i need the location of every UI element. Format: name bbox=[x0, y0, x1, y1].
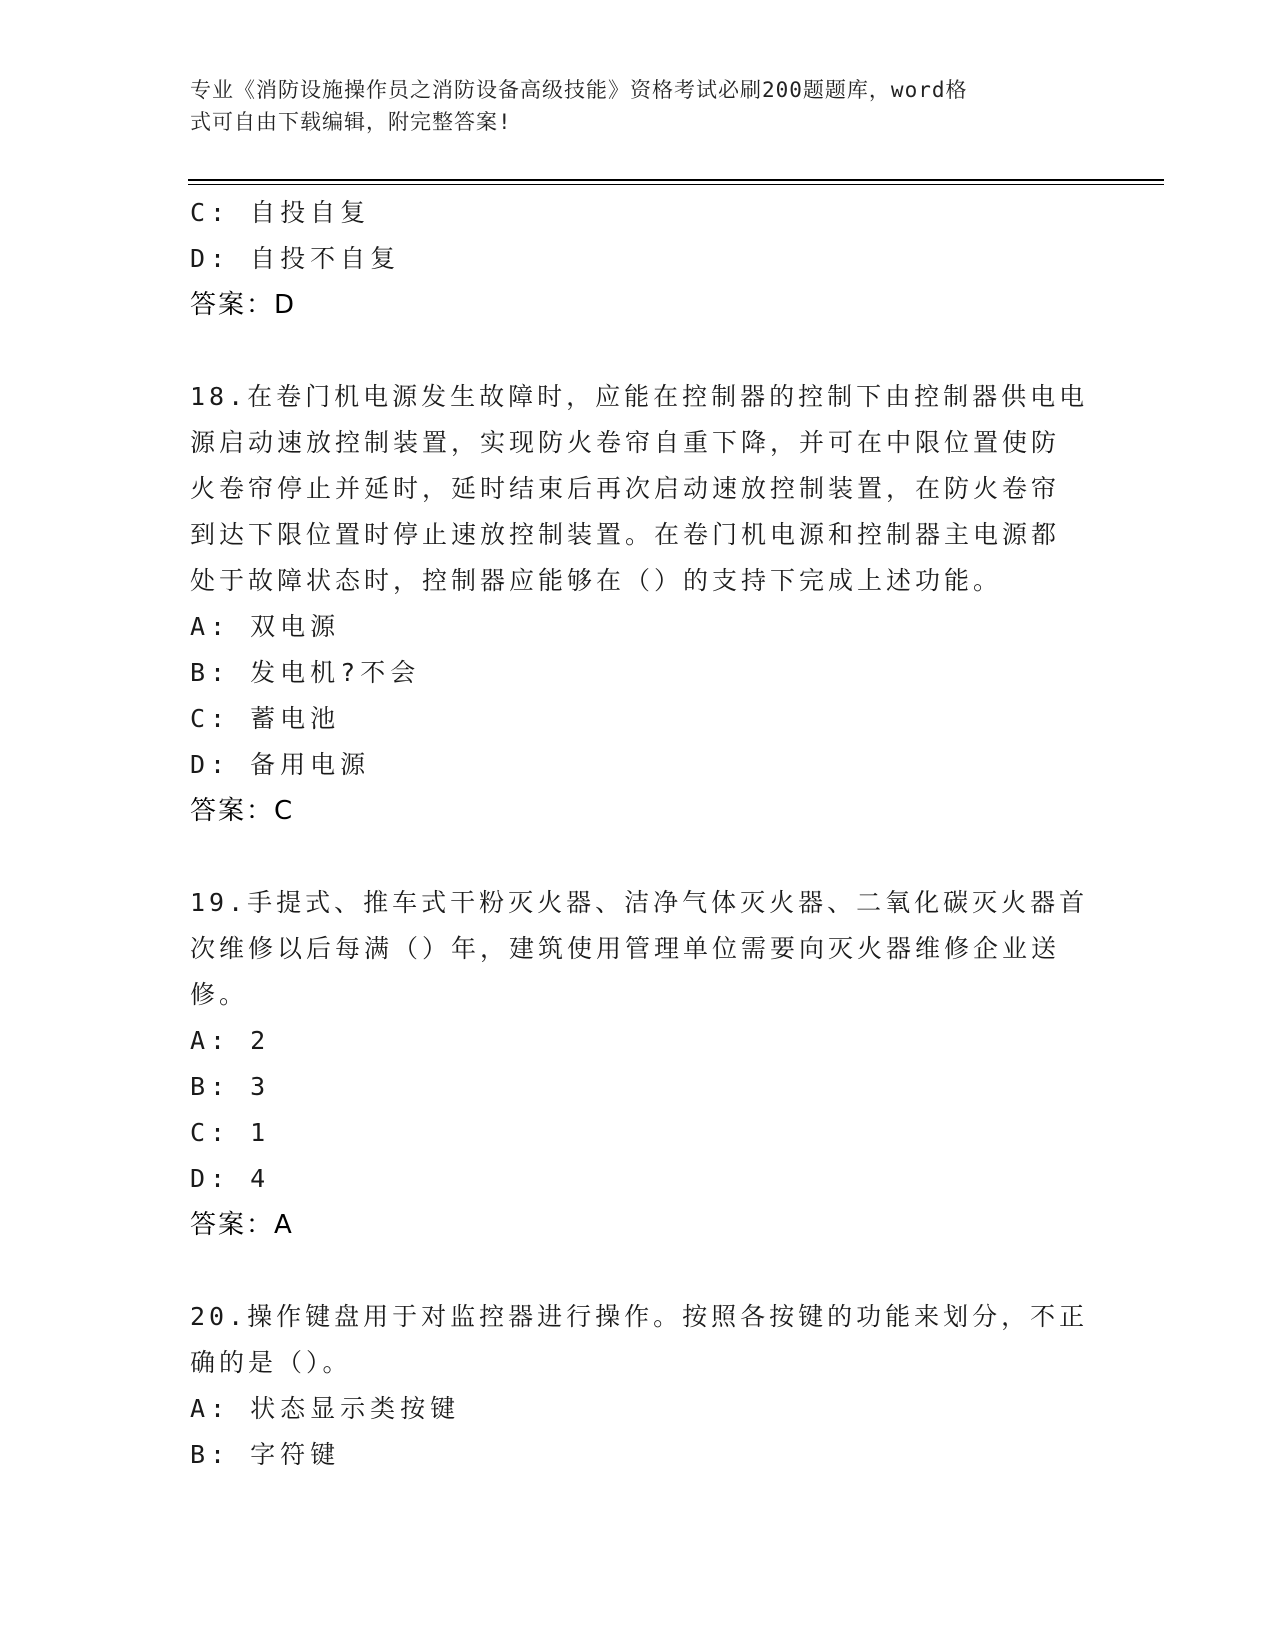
spacer bbox=[190, 1248, 1090, 1294]
option-c: C: 蓄电池 bbox=[190, 704, 341, 733]
answer-line: 答案：A bbox=[190, 1210, 294, 1240]
question-stem-line: 到达下限位置时停止速放控制装置。在卷门机电源和控制器主电源都 bbox=[190, 520, 1061, 549]
spacer bbox=[190, 834, 1090, 880]
header-divider-thick bbox=[188, 179, 1164, 181]
option-d: D: 4 bbox=[190, 1164, 271, 1193]
option-d: D: 自投不自复 bbox=[190, 244, 401, 273]
question-stem-line: 源启动速放控制装置，实现防火卷帘自重下降，并可在中限位置使防 bbox=[190, 428, 1061, 457]
option-c: C: 1 bbox=[190, 1118, 271, 1147]
question-stem-line: 处于故障状态时，控制器应能够在（）的支持下完成上述功能。 bbox=[190, 566, 1003, 595]
question-18 bbox=[190, 374, 1090, 834]
header-line-2: 式可自由下载编辑，附完整答案! bbox=[190, 110, 512, 134]
question-stem-line: 19.手提式、推车式干粉灭火器、洁净气体灭火器、二氧化碳灭火器首 bbox=[190, 888, 1089, 917]
option-b: B: 字符键 bbox=[190, 1440, 341, 1469]
option-a: A: 双电源 bbox=[190, 612, 341, 641]
question-stem-line: 20.操作键盘用于对监控器进行操作。按照各按键的功能来划分，不正 bbox=[190, 1302, 1089, 1331]
answer-line: 答案：D bbox=[190, 290, 297, 320]
question-stem-line: 修。 bbox=[190, 980, 249, 1009]
option-b: B: 3 bbox=[190, 1072, 271, 1101]
answer-line: 答案：C bbox=[190, 796, 295, 826]
question-19 bbox=[190, 880, 1090, 1248]
option-a: A: 2 bbox=[190, 1026, 271, 1055]
option-d: D: 备用电源 bbox=[190, 750, 371, 779]
document-header bbox=[190, 74, 1080, 138]
question-stem-line: 次维修以后每满（）年，建筑使用管理单位需要向灭火器维修企业送 bbox=[190, 934, 1061, 963]
header-line-1: 专业《消防设施操作员之消防设备高级技能》资格考试必刷200题题库，word格 bbox=[190, 78, 968, 102]
option-b: B: 发电机?不会 bbox=[190, 658, 421, 687]
spacer bbox=[190, 328, 1090, 374]
question-content bbox=[190, 190, 1090, 1478]
question-20 bbox=[190, 1294, 1090, 1478]
option-a: A: 状态显示类按键 bbox=[190, 1394, 461, 1423]
question-stem-line: 火卷帘停止并延时，延时结束后再次启动速放控制装置，在防火卷帘 bbox=[190, 474, 1061, 503]
option-c: C: 自投自复 bbox=[190, 198, 371, 227]
header-divider-thin bbox=[188, 184, 1164, 185]
question-stem-line: 18.在卷门机电源发生故障时，应能在控制器的控制下由控制器供电电 bbox=[190, 382, 1089, 411]
question-stem-line: 确的是（）。 bbox=[190, 1348, 352, 1377]
